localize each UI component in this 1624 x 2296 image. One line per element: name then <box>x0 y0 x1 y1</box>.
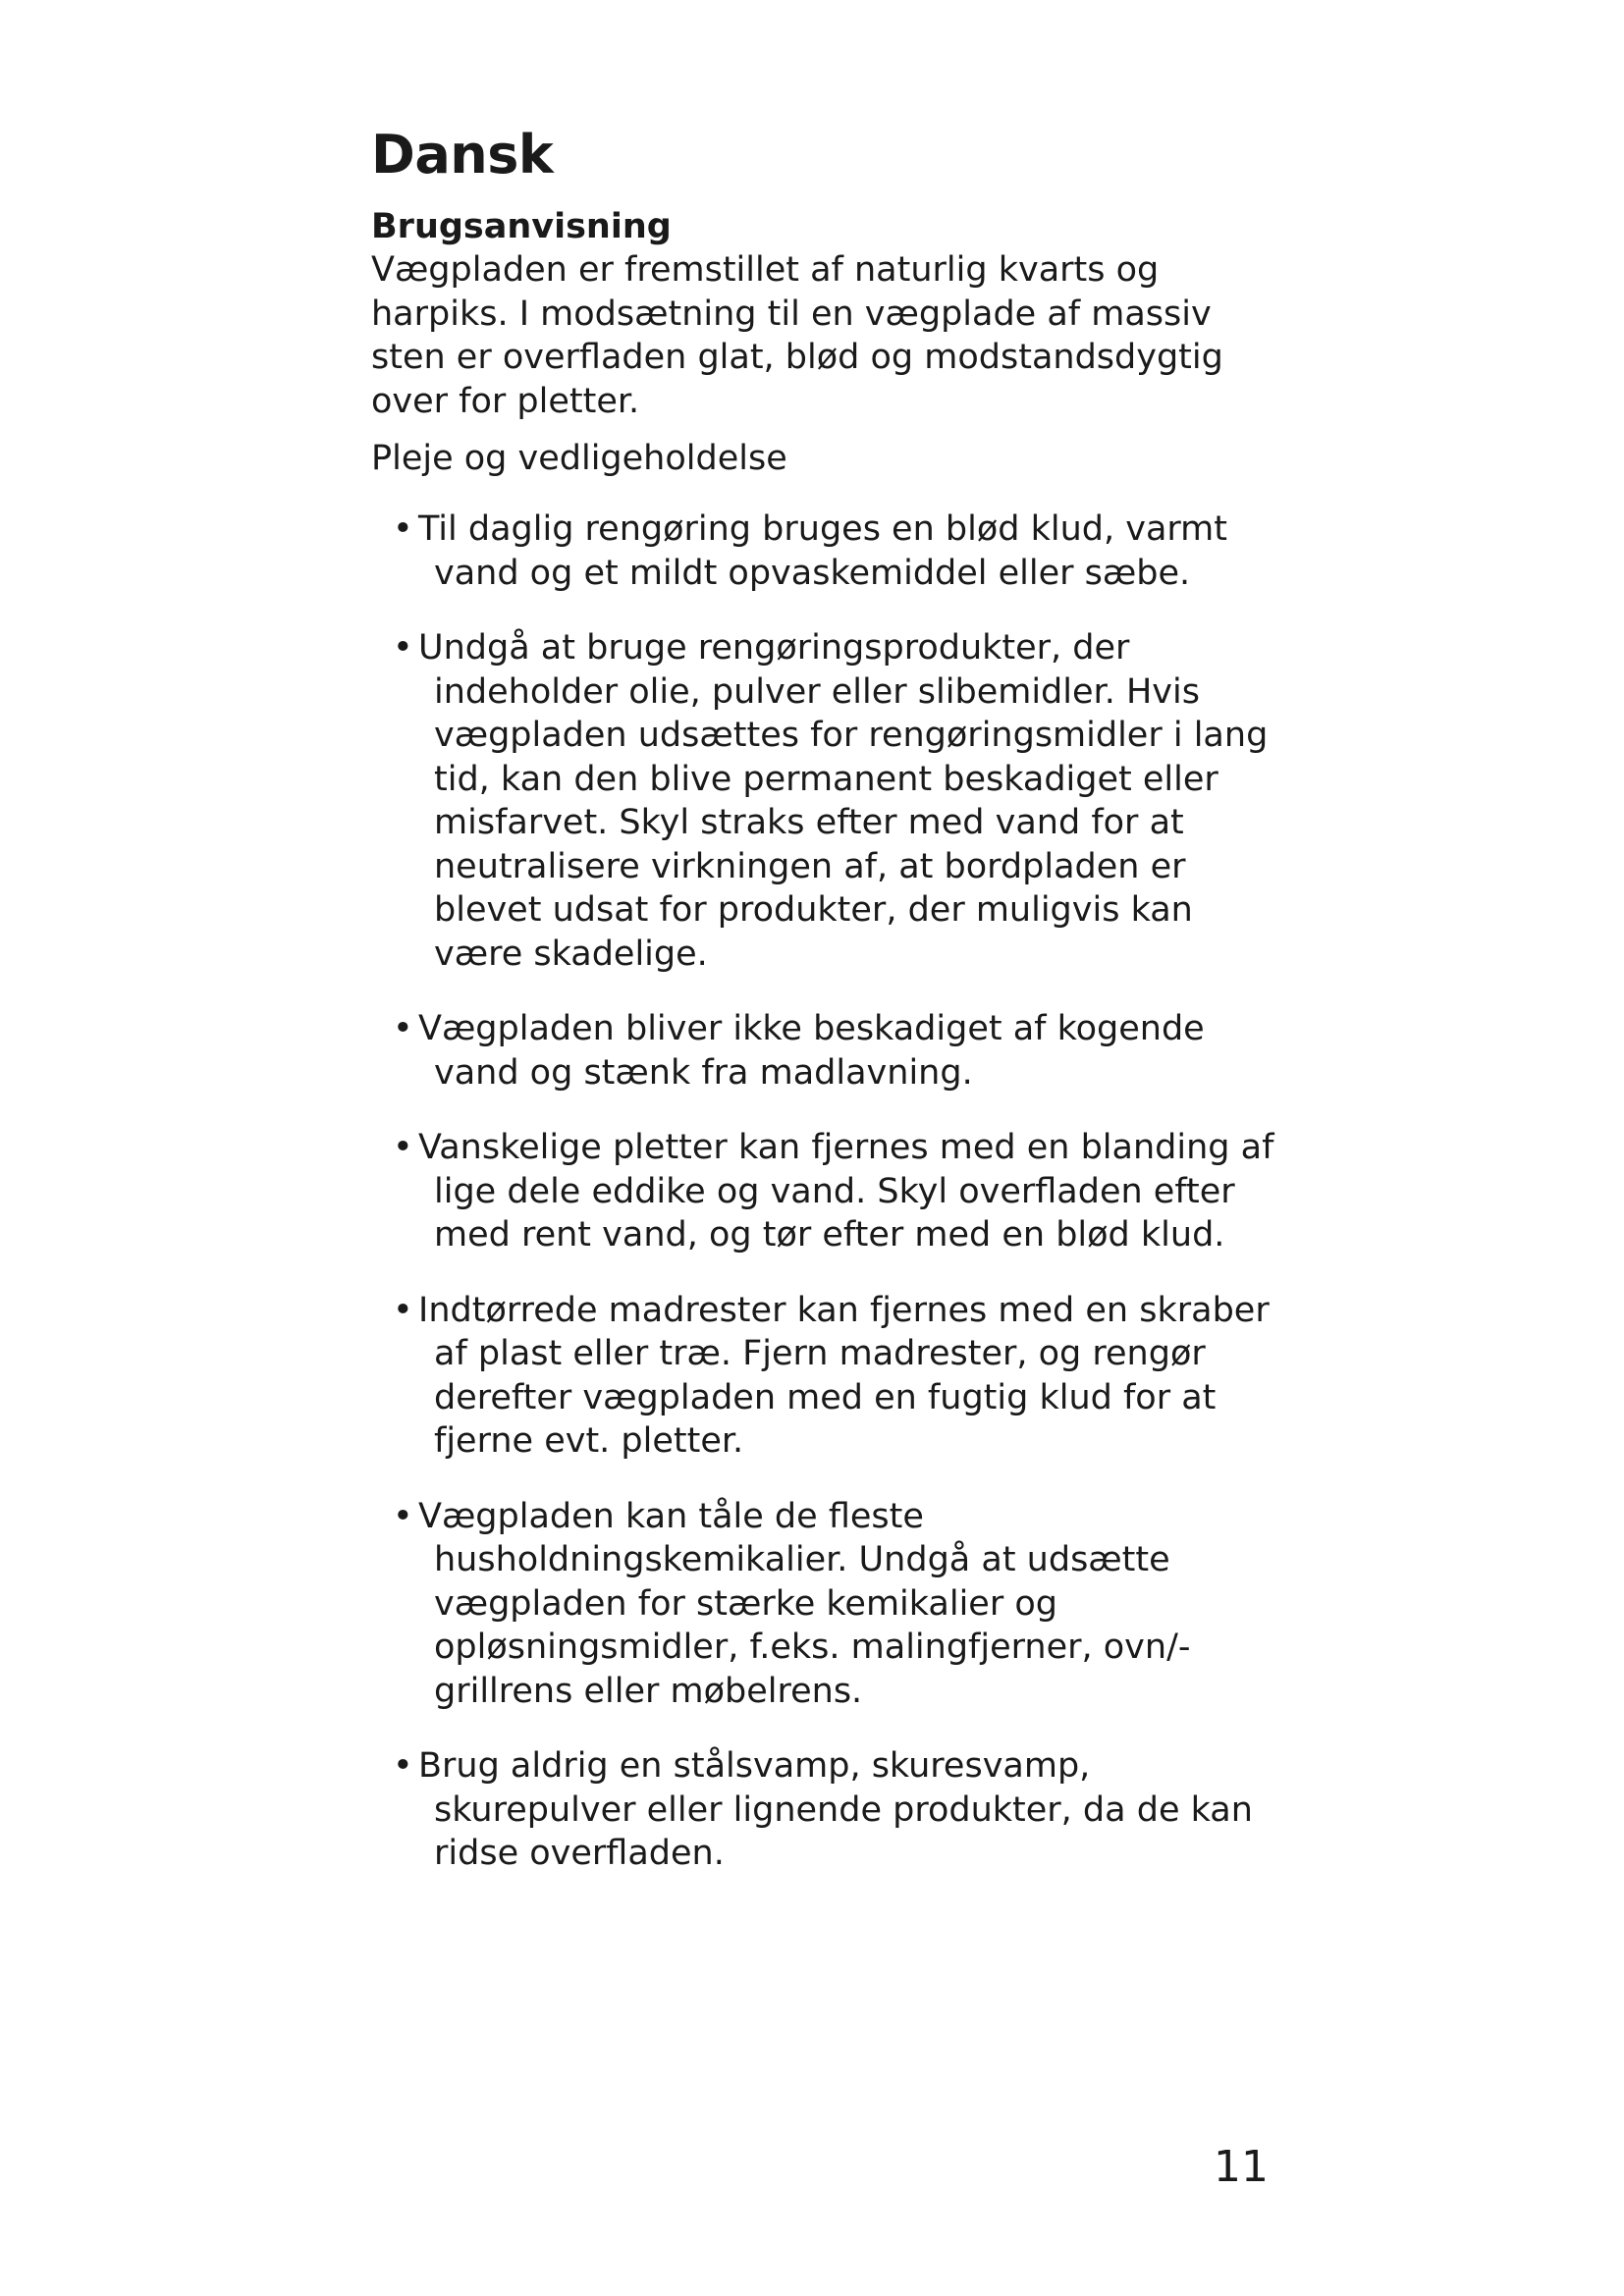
list-item <box>371 507 1278 595</box>
page-number: 11 <box>1214 2142 1269 2192</box>
bullet-marker: • <box>393 1290 413 1330</box>
bullet-marker: • <box>393 628 413 668</box>
page-content <box>371 126 1274 1907</box>
section-title: Brugsanvisning <box>371 207 672 247</box>
bullet-marker: • <box>393 1128 413 1168</box>
list-item-text: Undgå at bruge rengøringsprodukter, der indeholder olie, pulver eller slibemidler. Hvis vægpladen udsættes for rengøringsmidler i lang tid, kan den blive permanent beskadiget eller misfarvet. Skyl straks efter med vand for at neutralisere virkningen af, at bordpladen er blevet udsat for produkter, der muligvis kan være skadelige. <box>418 628 1269 974</box>
list-item-text: Vægpladen bliver ikke beskadiget af kogende vand og stænk fra madlavning. <box>418 1009 1205 1093</box>
list-item <box>371 1126 1278 1257</box>
list-item <box>371 626 1278 976</box>
bullet-marker: • <box>393 1746 413 1787</box>
bullet-marker: • <box>393 509 413 550</box>
list-item-text: Til daglig rengøring bruges en blød klud, varmt vand og et mildt opvaskemiddel eller sæbe. <box>418 509 1227 593</box>
list-item <box>371 1744 1278 1876</box>
intro-paragraph: Vægpladen er fremstillet af naturlig kvarts og harpiks. I modsætning til en vægplade af massiv sten er overfladen glat, blød og modstandsdygtig over for pletter. <box>371 250 1223 421</box>
care-subheading: Pleje og vedligeholdelse <box>371 439 787 479</box>
list-item-text: Indtørrede madrester kan fjernes med en skraber af plast eller træ. Fjern madrester, og rengør derefter vægpladen med en fugtig klud for at fjerne evt. pletter. <box>418 1290 1270 1462</box>
bullet-marker: • <box>393 1009 413 1049</box>
list-item <box>371 1495 1278 1714</box>
bullet-marker: • <box>393 1496 413 1536</box>
list-item-text: Vægpladen kan tåle de fleste husholdningskemikalier. Undgå at udsætte vægpladen for stærke kemikalier og opløsningsmidler, f.eks. malingfjerner, ovn/-grillrens eller møbelrens. <box>418 1496 1191 1711</box>
language-heading: Dansk <box>371 124 554 186</box>
care-instructions-list <box>371 507 1274 1876</box>
list-item-text: Brug aldrig en stålsvamp, skuresvamp, skurepulver eller lignende produkter, da de kan ridse overfladen. <box>418 1746 1253 1874</box>
list-item-text: Vanskelige pletter kan fjernes med en blanding af lige dele eddike og vand. Skyl overfladen efter med rent vand, og tør efter med en blød klud. <box>418 1128 1274 1255</box>
list-item <box>371 1289 1278 1464</box>
list-item <box>371 1007 1278 1095</box>
